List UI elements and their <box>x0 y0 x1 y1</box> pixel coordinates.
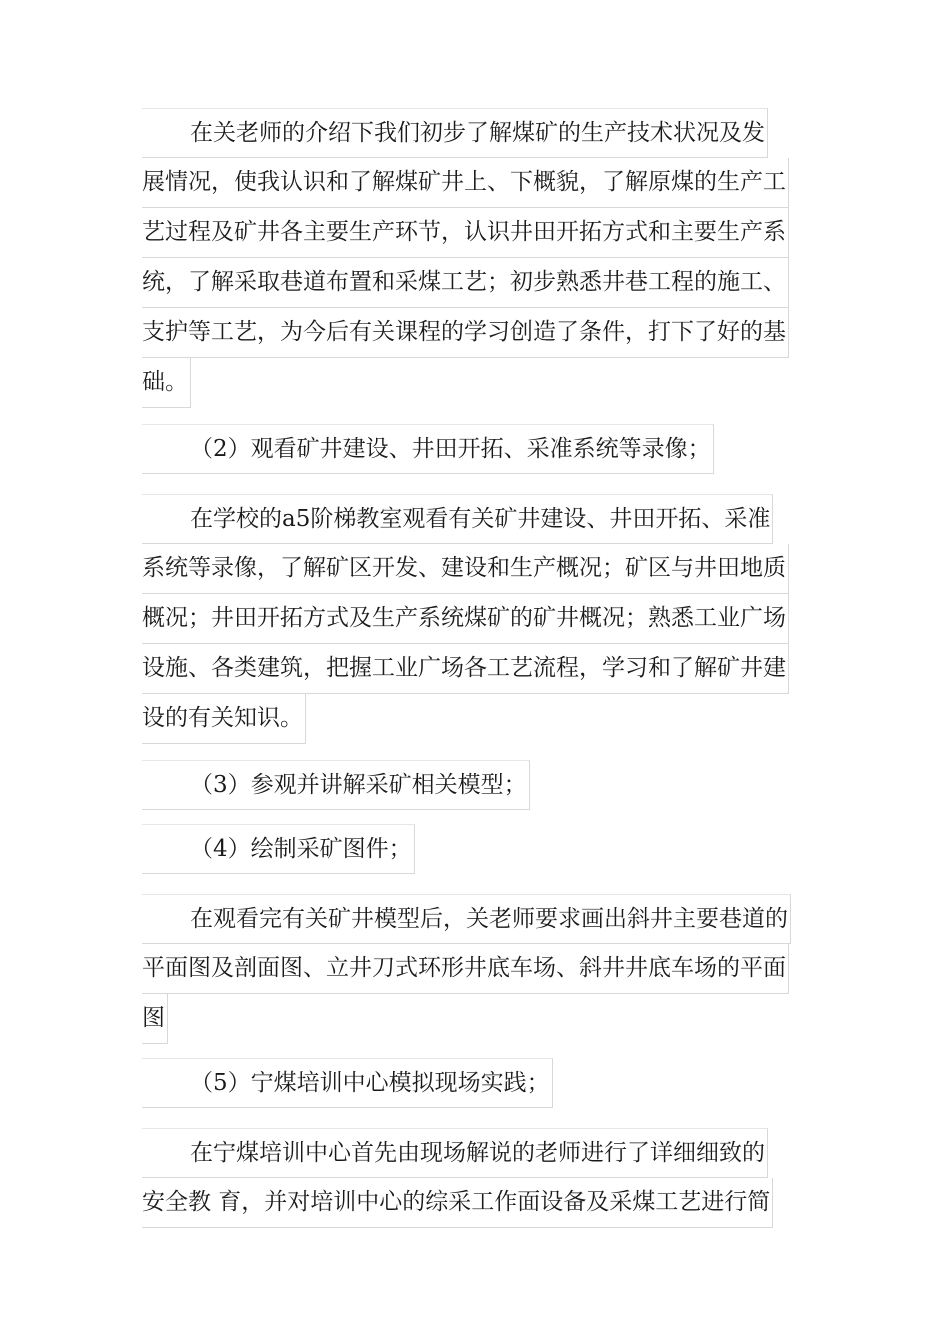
text-line: 础。 <box>142 358 191 408</box>
paragraph-training <box>142 1128 812 1228</box>
text-line: 艺过程及矿井各主要生产环节，认识井田开拓方式和主要生产系 <box>142 208 789 258</box>
text-line: （2）观看矿井建设、井田开拓、采准系统等录像； <box>142 424 714 474</box>
paragraph-drawing <box>142 894 812 1044</box>
text-line: 图 <box>142 994 168 1044</box>
heading-item-5 <box>142 1058 812 1108</box>
paragraph-intro <box>142 108 812 408</box>
text-line: （3）参观并讲解采矿相关模型； <box>142 760 530 810</box>
text-line: 展情况，使我认识和了解煤矿井上、下概貌，了解原煤的生产工 <box>142 158 789 208</box>
text-line: （5）宁煤培训中心模拟现场实践； <box>142 1058 553 1108</box>
text-line: 设的有关知识。 <box>142 694 306 744</box>
text-line: 在宁煤培训中心首先由现场解说的老师进行了详细细致的 <box>142 1128 768 1178</box>
text-line: 在学校的a5阶梯教室观看有关矿井建设、井田开拓、采准 <box>142 494 773 544</box>
paragraph-video <box>142 494 812 744</box>
text-line: （4）绘制采矿图件； <box>142 824 415 874</box>
text-line: 平面图及剖面图、立井刀式环形井底车场、斜井井底车场的平面 <box>142 944 789 994</box>
heading-item-2 <box>142 424 812 474</box>
text-line: 设施、各类建筑，把握工业广场各工艺流程，学习和了解矿井建 <box>142 644 789 694</box>
text-line: 系统等录像，了解矿区开发、建设和生产概况；矿区与井田地质 <box>142 544 789 594</box>
heading-item-3 <box>142 760 812 810</box>
text-line: 安全教 育，并对培训中心的综采工作面设备及采煤工艺进行简 <box>142 1178 773 1228</box>
text-line: 概况；井田开拓方式及生产系统煤矿的矿井概况；熟悉工业广场 <box>142 594 789 644</box>
text-line: 在关老师的介绍下我们初步了解煤矿的生产技术状况及发 <box>142 108 768 158</box>
text-line: 在观看完有关矿井模型后，关老师要求画出斜井主要巷道的 <box>142 894 791 944</box>
heading-item-4 <box>142 824 812 874</box>
text-line: 统，了解采取巷道布置和采煤工艺；初步熟悉井巷工程的施工、 <box>142 258 789 308</box>
text-line: 支护等工艺，为今后有关课程的学习创造了条件，打下了好的基 <box>142 308 789 358</box>
